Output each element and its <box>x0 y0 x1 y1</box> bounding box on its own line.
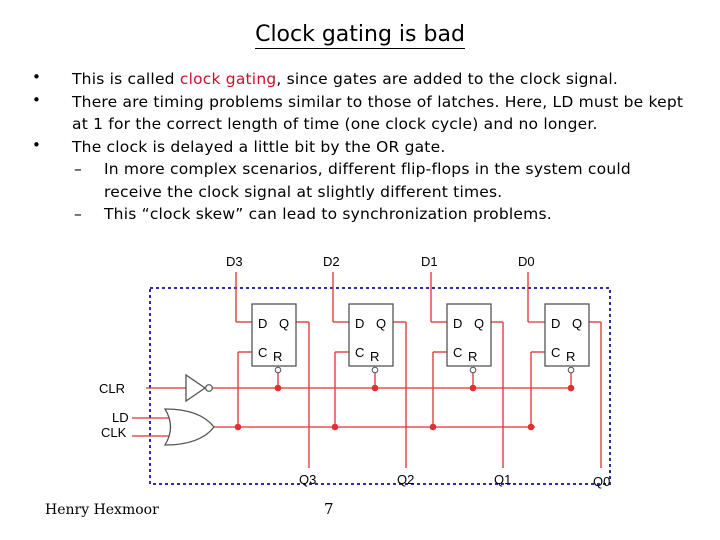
bullet-dot: • <box>32 90 42 109</box>
ff-pin-q: Q <box>279 316 290 331</box>
ff-pin-r: R <box>273 349 283 364</box>
ff-pin-c: C <box>453 345 463 360</box>
not-gate-bubble <box>206 385 213 392</box>
circuit-labels <box>99 254 610 489</box>
input-label-d3: D3 <box>226 254 243 269</box>
junction-dot <box>235 424 242 431</box>
output-label-q2: Q2 <box>397 472 415 487</box>
not-gate <box>186 375 205 401</box>
bullet-item: • The clock is delayed a little bit by the OR gate. <box>32 135 446 156</box>
reset-bubble <box>372 367 378 373</box>
ff-pin-r: R <box>468 349 478 364</box>
reset-bubble <box>470 367 476 373</box>
clk-label: CLK <box>101 425 127 440</box>
input-label-d0: D0 <box>518 254 535 269</box>
slide-title: Clock gating is bad <box>255 22 465 47</box>
highlight-clock-gating: clock gating <box>179 70 277 88</box>
ff-pin-d: D <box>258 316 268 331</box>
output-label-q3: Q3 <box>299 472 317 487</box>
ff-pin-d: D <box>355 316 365 331</box>
junction-dot <box>275 385 282 392</box>
output-label-q1: Q1 <box>494 472 512 487</box>
or-gate <box>165 409 214 445</box>
reset-bubble <box>568 367 574 373</box>
footer-author: Henry Hexmoor <box>45 502 159 518</box>
bullet-item: • This is called clock gating, since gates are added to the clock signal. <box>32 68 619 88</box>
bullet-dot: • <box>32 135 42 154</box>
bullet-item: • There are timing problems similar to those of latches. Here, LD must be kept at 1 for the correct length of time (one clock cycle) and no longer. <box>32 90 684 133</box>
ld-label: LD <box>112 410 129 425</box>
junction-dot <box>470 385 477 392</box>
input-label-d1: D1 <box>421 254 438 269</box>
ff-pin-q: Q <box>474 316 485 331</box>
sub-bullet-item: – In more complex scenarios, different flip-flops in the system could receive the clock signal at slightly different times. <box>74 160 631 201</box>
input-label-d2: D2 <box>323 254 340 269</box>
ff-pin-q: Q <box>572 316 583 331</box>
ff-pin-r: R <box>566 349 576 364</box>
clr-label: CLR <box>99 381 126 396</box>
junction-dot <box>430 424 437 431</box>
ff-pin-c: C <box>258 345 268 360</box>
ff-pin-d: D <box>551 316 561 331</box>
junction-dot <box>372 385 379 392</box>
page-number: 7 <box>324 500 334 518</box>
reset-bubble <box>275 367 281 373</box>
bullet-dot: • <box>32 68 42 86</box>
ff-pin-d: D <box>453 316 463 331</box>
ff-pin-q: Q <box>376 316 387 331</box>
ff-pin-r: R <box>370 349 380 364</box>
junction-dot <box>568 385 575 392</box>
junction-dot <box>528 424 535 431</box>
sub-bullet-dash: – <box>74 160 82 178</box>
sub-bullet-item: – This “clock skew” can lead to synchronization problems. <box>32 203 692 226</box>
ff-pin-c: C <box>551 345 561 360</box>
ff-pin-c: C <box>355 345 365 360</box>
circuit-elements <box>132 272 601 468</box>
output-label-q0: Q0 <box>593 474 611 489</box>
sub-bullet-dash: – <box>74 205 82 223</box>
junction-dot <box>332 424 339 431</box>
